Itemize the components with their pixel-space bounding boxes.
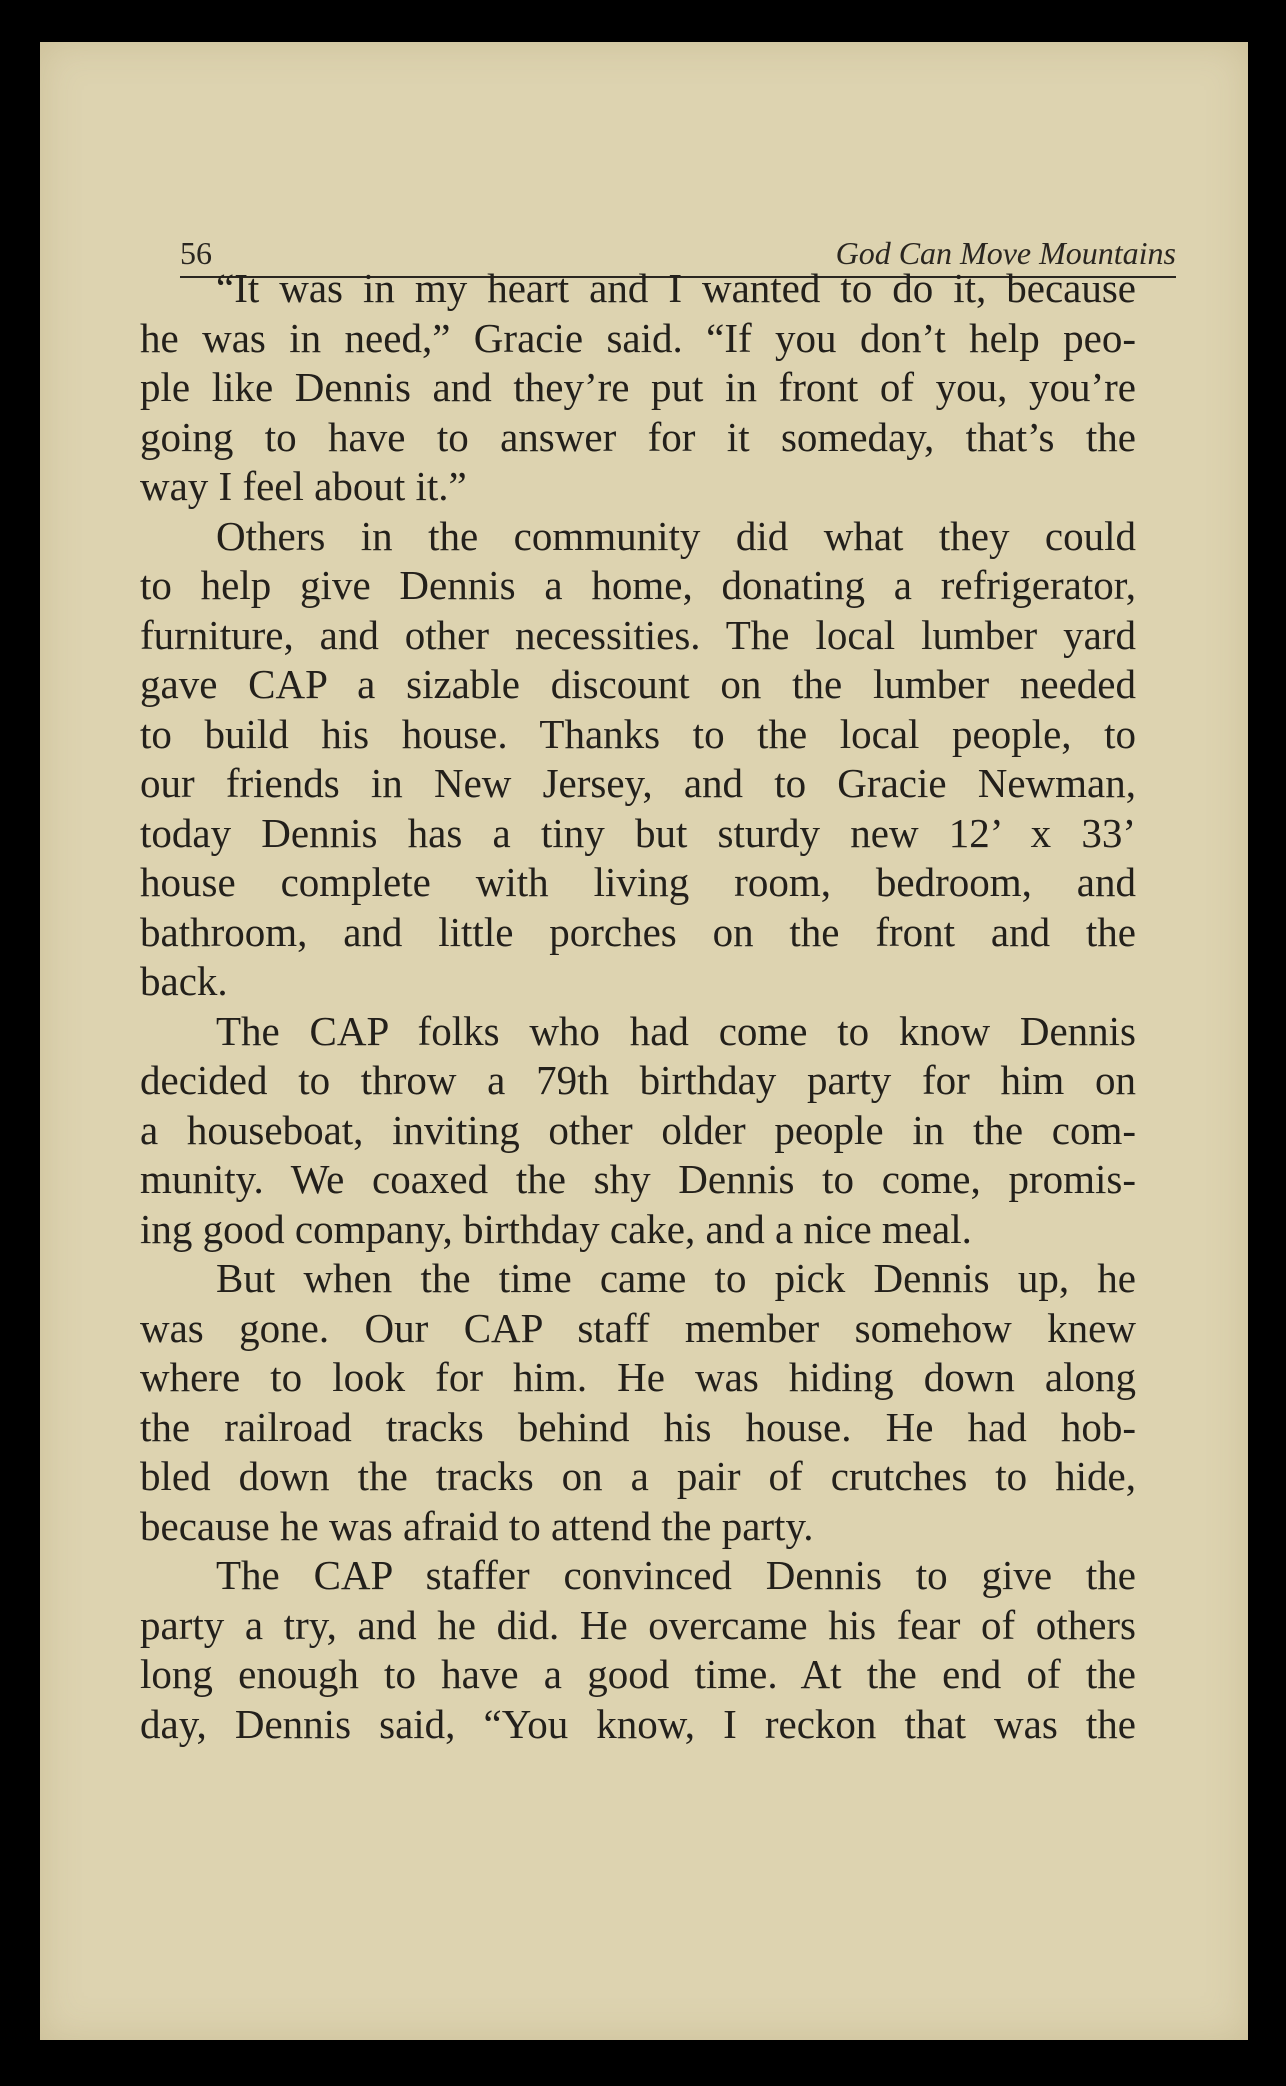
text-line: way I feel about it.” <box>140 463 467 509</box>
text-line: furniture, and other necessities. The local lumber yard <box>140 611 1136 658</box>
text-line: munity. We coaxed the shy Dennis to come, promis- <box>140 1156 1136 1202</box>
text-line: “It was in my heart and I wanted to do it, because <box>216 265 1136 311</box>
text-line: a houseboat, inviting other older people in the com- <box>140 1106 1136 1153</box>
text-line: to build his house. Thanks to the local people, to <box>140 710 1136 757</box>
text-line: ple like Dennis and they’re put in front of you, you’re <box>140 364 1136 410</box>
text-line: our friends in New Jersey, and to Gracie Newman, <box>140 760 1136 806</box>
text-line: day, Dennis said, “You know, I reckon that was the <box>140 1700 1136 1747</box>
page-number: 56 <box>180 235 212 271</box>
text-line: today Dennis has a tiny but sturdy new 12’ x 33’ <box>140 809 1136 856</box>
text-line: house complete with living room, bedroom, and <box>140 859 1136 905</box>
text-line: bled down the tracks on a pair of crutches to hide, <box>140 1453 1136 1499</box>
text-line: But when the time came to pick Dennis up, he <box>216 1255 1136 1301</box>
text-line: gave CAP a sizable discount on the lumber needed <box>140 661 1136 707</box>
text-line: Others in the community did what they could <box>216 512 1136 559</box>
text-line: to help give Dennis a home, donating a refrigerator, <box>140 562 1136 608</box>
text-line: the railroad tracks behind his house. He had hob- <box>140 1403 1136 1450</box>
text-line: The CAP staffer convinced Dennis to give the <box>216 1552 1136 1598</box>
text-line: decided to throw a 79th birthday party for him on <box>140 1057 1136 1103</box>
text-line: ing good company, birthday cake, and a nice meal. <box>140 1205 972 1252</box>
paragraph <box>140 1254 1136 1551</box>
text-line: he was in need,” Gracie said. “If you don’t help peo- <box>140 314 1136 361</box>
paragraph <box>140 1007 1136 1255</box>
text-line: where to look for him. He was hiding down along <box>140 1354 1136 1400</box>
paragraph <box>140 264 1136 512</box>
text-line: back. <box>140 958 228 1004</box>
paragraph <box>140 512 1136 1007</box>
text-line: party a try, and he did. He overcame his fear of others <box>140 1601 1136 1648</box>
book-title: God Can Move Mountains <box>835 235 1176 271</box>
text-line: long enough to have a good time. At the end of the <box>140 1651 1136 1697</box>
body-text <box>140 264 1136 1749</box>
text-line: was gone. Our CAP staff member somehow knew <box>140 1304 1136 1351</box>
text-line: because he was afraid to attend the party. <box>140 1502 814 1549</box>
text-line: The CAP folks who had come to know Dennis <box>216 1007 1136 1054</box>
paragraph <box>140 1551 1136 1749</box>
text-line: going to have to answer for it someday, that’s the <box>140 413 1136 460</box>
text-line: bathroom, and little porches on the front and the <box>140 908 1136 955</box>
